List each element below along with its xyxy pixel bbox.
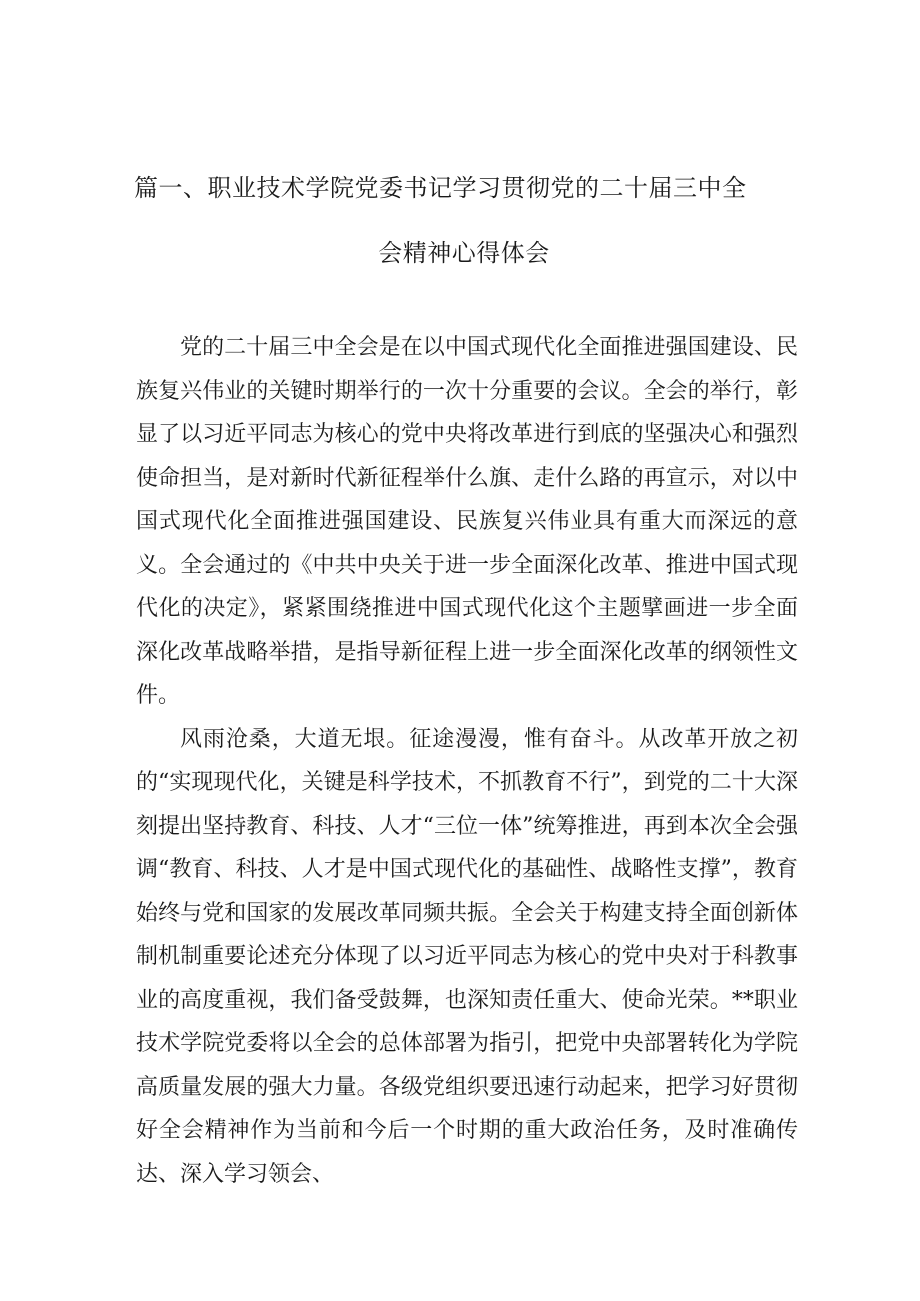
body-paragraph-1: 党的二十届三中全会是在以中国式现代化全面推进强国建设、民族复兴伟业的关键时期举行的一次十分重要的会议。全会的举行，彰显了以习近平同志为核心的党中央将改革进行到底的坚强决心和强烈使命担当，是对新时代新征程举什么旗、走什么路的再宣示，对以中国式现代化全面推进强国建设、民族复兴伟业具有重大而深远的意义。全会通过的《中共中央关于进一步全面深化改革、推进中国式现代化的决定》，紧紧围绕推进中国式现代化这个主题擘画进一步全面深化改革战略举措，是指导新征程上进一步全面深化改革的纲领性文件。 — [136, 335, 798, 708]
body-paragraph-2: 风雨沧桑，大道无垠。征途漫漫，惟有奋斗。从改革开放之初的“实现现代化，关键是科学技术，不抓教育不行”，到党的二十大深刻提出坚持教育、科技、人才“三位一体”统筹推进，再到本次全会强调“教育、科技、人才是中国式现代化的基础性、战略性支撑”，教育始终与党和国家的发展改革同频共振。全会关于构建支持全面创新体制机制重要论述充分体现了以习近平同志为核心的党中央对于科教事业的高度重视，我们备受鼓舞，也深知责任重大、使命光荣。**职业技术学院党委将以全会的总体部署为指引，把党中央部署转化为学院高质量发展的强大力量。各级党组织要迅速行动起来，把学习好贯彻好全会精神作为当前和今后一个时期的重大政治任务，及时准确传达、深入学习领会、 — [136, 726, 798, 1187]
document-title-line-1: 篇一、职业技术学院党委书记学习贯彻党的二十届三中全 — [134, 174, 747, 202]
document-body — [136, 326, 798, 1196]
document-title-line-2: 会精神心得体会 — [378, 239, 550, 267]
